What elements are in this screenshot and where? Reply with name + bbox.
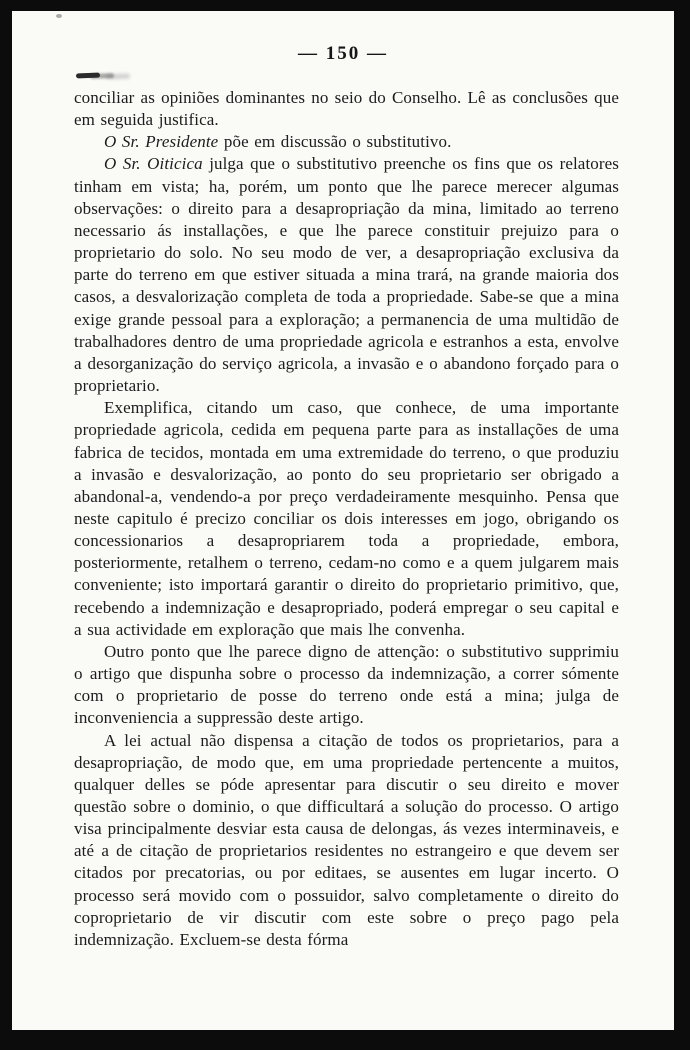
- paragraph-text: põe em discussão o substitutivo.: [218, 132, 452, 152]
- paragraph-text: Exemplifica, citando um caso, que conhece, de uma importante propriedade agricola, cedida em pequena parte para as installações de uma fabrica de tecidos, montada em uma extremidade do terreno, o que produziu a invasão e desvalorização, ao ponto do seu proprietario ser obrigado a abandonal-a, vendendo-a por preço verdadeiramente mesquinho. Pensa que neste capitulo é precizo conciliar os dois interesses em jogo, obrigando os concessionarios a desapropriarem toda a propriedade, embora, posteriormente, retalhem o terreno, cedam-no como e a quem julgarem mais conveniente; isto importará garantir o direito do proprietario primitivo, que, recebendo a indemnização e desapropriado, poderá empregar o seu capital e a sua actividade em exploração que mais lhe convenha.: [74, 398, 619, 639]
- speaker-name: O Sr. Presidente: [104, 132, 219, 152]
- ink-speck-mark: [56, 14, 62, 18]
- speaker-name: O Sr. Oiticica: [104, 154, 203, 174]
- paragraph-lei-actual: [74, 730, 619, 952]
- paragraph-exemplifica: [74, 397, 619, 641]
- paragraph-text: julga que o substitutivo preenche os fins que os relatores tinham em vista; ha, porém, um ponto que lhe parece merecer algumas observações: o direito para a desapropriação da mina, limitado ao terreno necessario ás installações, e que lhe parece constituir prejuizo para o proprietario do solo. No seu modo de ver, a desapropriação exclusiva da parte do terreno em que estiver situada a mina trará, na grande maioria dos casos, a desvalorização completa de toda a propriedade. Sabe-se que a mina exige grande pessoal para a exploração; a permanencia de uma multidão de trabalhadores dentro de uma propriedade agricola e estranhos a esta, envolve a desorganização do serviço agricola, a invasão e o abandono forçado para o proprietario.: [74, 154, 619, 396]
- ink-smudge-mark: [76, 73, 100, 79]
- book-page: [12, 11, 674, 1030]
- paragraph-text: Outro ponto que lhe parece digno de attenção: o substitutivo supprimiu o artigo que dispunha sobre o processo da indemnização, a correr sómente com o proprietario de posse do terreno onde está a mina; julga de inconveniencia a suppressão deste artigo.: [74, 641, 619, 728]
- paragraph-text: conciliar as opiniões dominantes no seio do Conselho. Lê as conclusões que em seguida justifica.: [74, 88, 619, 130]
- page-number-header: — 150 —: [298, 43, 388, 64]
- paragraph-oiticica: [74, 153, 619, 397]
- paragraph-presidente: [74, 131, 619, 153]
- paragraph-text: A lei actual não dispensa a citação de todos os proprietarios, para a desapropriação, de modo que, em uma propriedade pertencente a muitos, qualquer delles se póde apresentar para discutir o seu direito e mover questão sobre o dominio, o que difficultará a solução do processo. O artigo visa principalmente desviar esta causa de delongas, ás vezes interminaveis, e até a de citação de proprietarios residentes no estrangeiro e que devem ser citados por precatorias, ou por editaes, se ausentes em lugar incerto. O processo será movido com o possuidor, salvo completamente o direito do coproprietario de vir discutir com este sobre o preço pago pela indemnização. Excluem-se desta fórma: [74, 730, 619, 949]
- paragraph-continuation: [74, 87, 619, 131]
- paragraph-outro-ponto: [74, 641, 619, 730]
- document-text: [74, 87, 619, 951]
